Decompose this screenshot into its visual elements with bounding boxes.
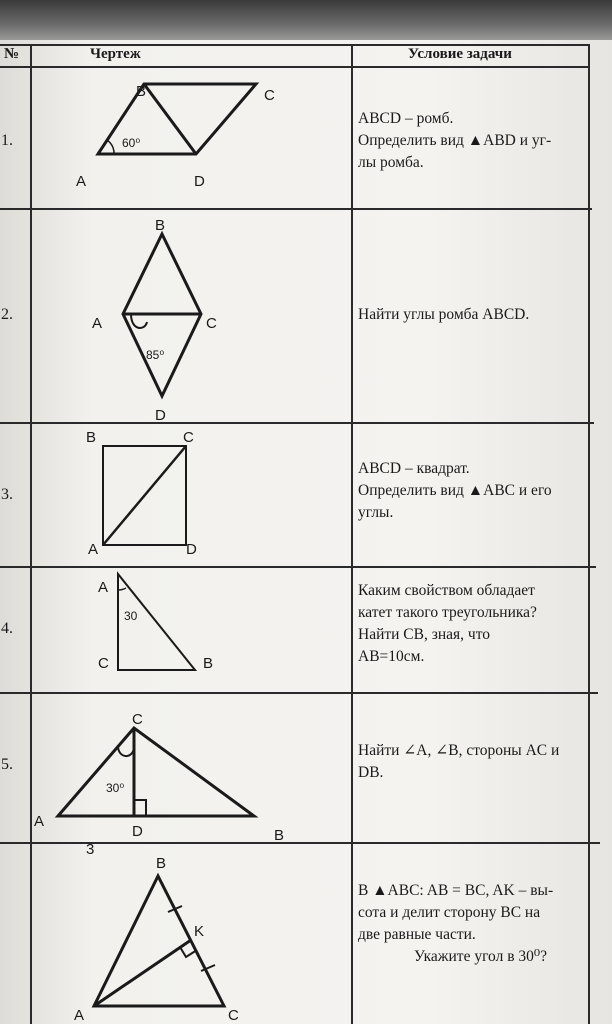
fig5-label-b: B: [274, 827, 285, 844]
fig5-label-d: D: [132, 823, 143, 840]
condition-4-line-2: катет такого треугольника?: [358, 604, 537, 621]
fig2-label-c: C: [206, 315, 217, 332]
row-number-5: 5.: [1, 756, 13, 773]
figure-3-diagonal-ac: [103, 446, 186, 545]
row-number-2: 2.: [1, 306, 13, 323]
fig5-label-c: C: [132, 711, 143, 728]
condition-1-line-1: ABCD – ромб.: [358, 110, 454, 127]
fig4-label-a: A: [98, 579, 109, 596]
photo-top-shadow: [0, 0, 612, 40]
fig3-label-d: D: [186, 541, 197, 558]
figure-3-square: [103, 446, 186, 545]
header-condition: Условие задачи: [408, 46, 512, 62]
figure-6-outline: [94, 876, 224, 1006]
fig2-label-a: A: [92, 315, 103, 332]
fig2-angle: 85⁰: [146, 348, 165, 362]
condition-2-line-1: Найти углы ромба ABCD.: [358, 306, 530, 323]
condition-3-line-3: углы.: [358, 504, 394, 521]
condition-5-line-2: DB.: [358, 764, 384, 781]
condition-6-line-3: две равные части.: [358, 926, 476, 943]
figure-5-right-angle-mark: [134, 800, 146, 816]
condition-6-line-2: сота и делит сторону BC на: [358, 904, 541, 921]
figure-1-diagonal-bd: [144, 84, 196, 154]
fig4-angle: 30: [124, 609, 138, 623]
condition-3-line-1: ABCD – квадрат.: [358, 460, 470, 477]
fig6-label-c: C: [228, 1007, 239, 1024]
condition-1-line-2: Определить вид ▲ABD и уг-: [358, 132, 552, 149]
condition-6-line-4: Укажите угол в 30⁰?: [414, 948, 547, 965]
figure-5-outline: [58, 728, 254, 816]
figure-6-altitude-ak: [94, 940, 191, 1006]
fig4-label-b: B: [203, 655, 214, 672]
fig2-label-d: D: [155, 407, 166, 424]
fig1-label-d: D: [194, 173, 205, 190]
condition-3-line-2: Определить вид ▲ABC и его: [358, 482, 552, 499]
condition-4-line-1: Каким свойством обладает: [358, 582, 535, 599]
condition-6-line-1: B ▲ABC: AB = BC, AK – вы-: [358, 882, 554, 899]
header-drawing: Чертеж: [90, 46, 141, 62]
fig5-extra-mark: 3: [86, 841, 95, 858]
drawings-layer: [0, 40, 612, 1024]
figure-4-angle-arc: [118, 588, 126, 590]
fig1-label-a: A: [76, 173, 87, 190]
figure-2-rhombus: [123, 234, 201, 396]
fig3-label-a: A: [88, 541, 99, 558]
fig6-label-b: B: [156, 855, 167, 872]
figure-6-triangle: [94, 876, 224, 1006]
fig3-label-b: B: [86, 429, 97, 446]
condition-4-line-3: Найти CB, зная, что: [358, 626, 491, 643]
condition-1-line-3: лы ромба.: [358, 154, 424, 171]
fig5-label-a: A: [34, 813, 45, 830]
figure-2-angle-arc: [131, 314, 147, 328]
header-number: №: [4, 46, 20, 62]
row-number-3: 3.: [1, 486, 13, 503]
fig4-label-c: C: [98, 655, 109, 672]
figure-1-angle-arc: [107, 140, 114, 154]
fig1-label-b: B: [136, 83, 147, 100]
fig3-label-c: C: [183, 429, 194, 446]
condition-5-line-1: Найти ∠A, ∠B, стороны AC и: [358, 742, 560, 759]
figure-5-triangle: [58, 728, 254, 816]
fig2-label-b: B: [155, 217, 166, 234]
figure-5-angle-arc: [118, 746, 134, 756]
worksheet-page: [0, 40, 612, 1024]
condition-4-line-4: AB=10см.: [358, 648, 425, 665]
fig6-label-a: A: [74, 1007, 85, 1024]
fig5-angle: 30⁰: [106, 781, 125, 795]
row-number-4: 4.: [1, 620, 13, 637]
fig1-angle: 60⁰: [122, 136, 141, 150]
fig6-label-k: K: [194, 923, 205, 940]
fig1-label-c: C: [264, 87, 275, 104]
row-number-1: 1.: [1, 132, 13, 149]
